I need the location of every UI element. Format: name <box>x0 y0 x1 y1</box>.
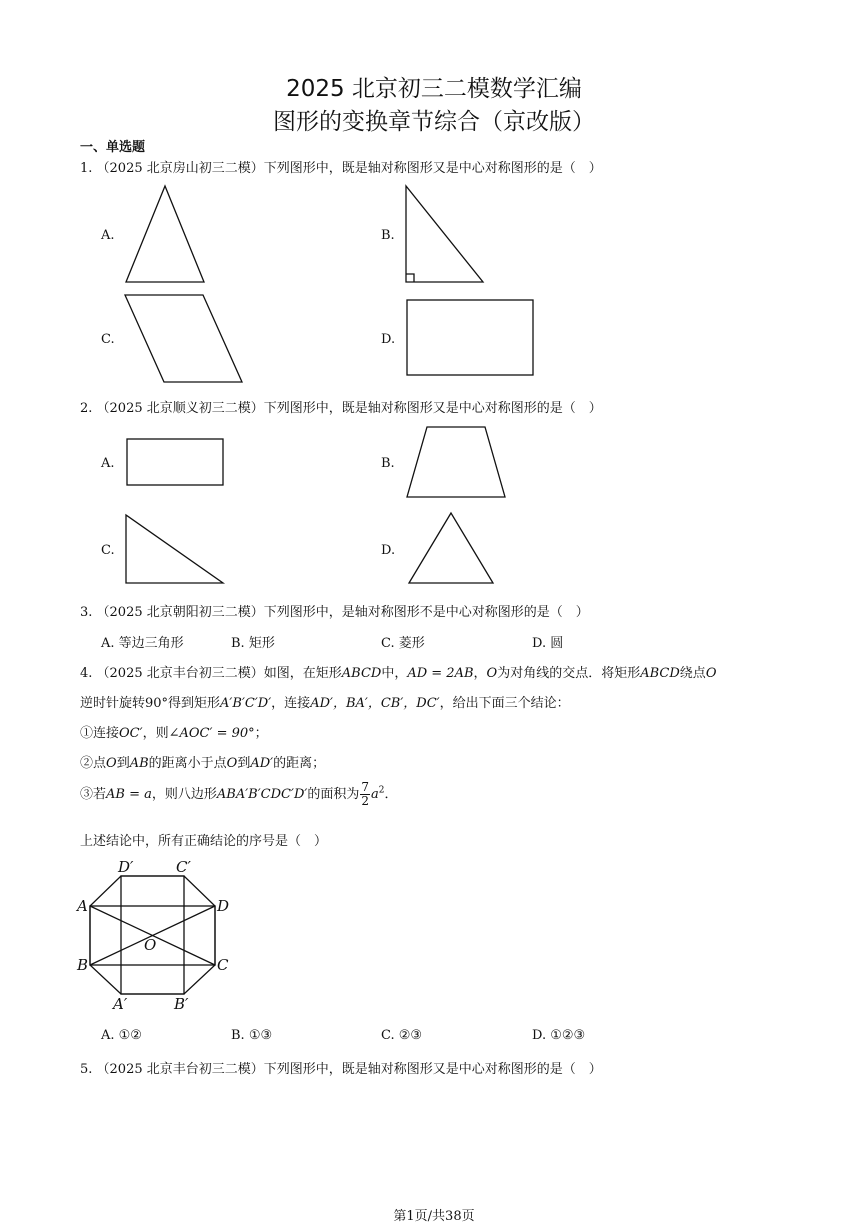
document-title: 2025 北京初三二模数学汇编 <box>286 76 582 102</box>
q4-conclusion-2: ②点O到AB的距离小于点O到AD′的距离； <box>80 756 326 771</box>
document-subtitle: 图形的变换章节综合（京改版） <box>273 109 595 135</box>
q2-trapezoid <box>407 427 505 497</box>
q4-vertex-label: D′ <box>118 858 134 876</box>
q2-option-c-label: C. <box>101 543 115 558</box>
q2-rectangle <box>127 439 223 485</box>
q4-conclusion-1: ①连接OC′，则∠AOC′ = 90°； <box>80 726 268 741</box>
q4-conclusion-3: ③若AB = a，则八边形ABA′B′CDC′D′的面积为 $\frac{7}{2}$ $a^2$． <box>80 780 398 808</box>
question-3-stem: 3. （2025 北京朝阳初三二模）下列图形中，是轴对称图形不是中心对称图形的是（ ） <box>80 605 589 620</box>
q4-vertex-label: A′ <box>113 995 128 1013</box>
q1-option-b-label: B. <box>381 228 395 243</box>
q2-option-b-label: B. <box>381 456 395 471</box>
q3-option-d: D. 圆 <box>532 636 564 651</box>
q3-option-a: A. 等边三角形 <box>101 636 184 651</box>
q4-vertex-label: C′ <box>176 858 191 876</box>
q3-option-b: B. 矩形 <box>231 636 275 651</box>
q1-right-angle-mark <box>406 274 414 282</box>
page-footer: 第1页/共38页 <box>393 1209 475 1224</box>
question-4-line-2: 逆时针旋转90°得到矩形A′B′C′D′，连接AD′，BA′，CB′，DC′，给出下面三个结论： <box>80 696 570 711</box>
q2-triangle <box>409 513 493 583</box>
section-heading: 一、单选题 <box>80 140 146 155</box>
q4-option-b: B. ①③ <box>231 1028 273 1043</box>
question-1-stem: 1. （2025 北京房山初三二模）下列图形中，既是轴对称图形又是中心对称图形的是（ ） <box>80 161 602 176</box>
question-4-prompt: 上述结论中，所有正确结论的序号是（ ） <box>80 834 328 849</box>
q2-option-a-label: A. <box>101 456 115 471</box>
q4-vertex-label: A <box>77 897 88 915</box>
q1-option-d-label: D. <box>381 332 396 347</box>
q4-option-d: D. ①②③ <box>532 1028 586 1043</box>
q4-vertex-label: B′ <box>174 995 189 1013</box>
q4-vertex-label: C <box>217 956 229 974</box>
q1-option-a-label: A. <box>101 228 115 243</box>
q2-option-d-label: D. <box>381 543 396 558</box>
q4-vertex-label: D <box>217 897 230 915</box>
q4-option-c: C. ②③ <box>381 1028 423 1043</box>
q1-rectangle <box>407 300 533 375</box>
q1-isosceles-triangle <box>126 186 204 282</box>
q3-option-c: C. 菱形 <box>381 636 425 651</box>
question-2-stem: 2. （2025 北京顺义初三二模）下列图形中，既是轴对称图形又是中心对称图形的是（ ） <box>80 401 602 416</box>
q4-octagon-figure <box>75 858 229 1013</box>
q1-right-triangle <box>406 186 483 282</box>
question-4-line-1: 4. （2025 北京丰台初三二模）如图，在矩形ABCD中，AD = 2AB，O为对角线的交点．将矩形ABCD绕点O <box>80 666 717 681</box>
q1-parallelogram <box>125 295 242 382</box>
q4-vertex-label: B <box>77 956 89 974</box>
q4-vertex-label: O <box>144 936 157 954</box>
question-5-stem: 5. （2025 北京丰台初三二模）下列图形中，既是轴对称图形又是中心对称图形的是（ ） <box>80 1062 602 1077</box>
q2-right-triangle <box>126 515 223 583</box>
q4-option-a: A. ①② <box>101 1028 142 1043</box>
fraction-seven-halves: $\frac{7}{2}$ <box>361 780 369 808</box>
q1-option-c-label: C. <box>101 332 115 347</box>
